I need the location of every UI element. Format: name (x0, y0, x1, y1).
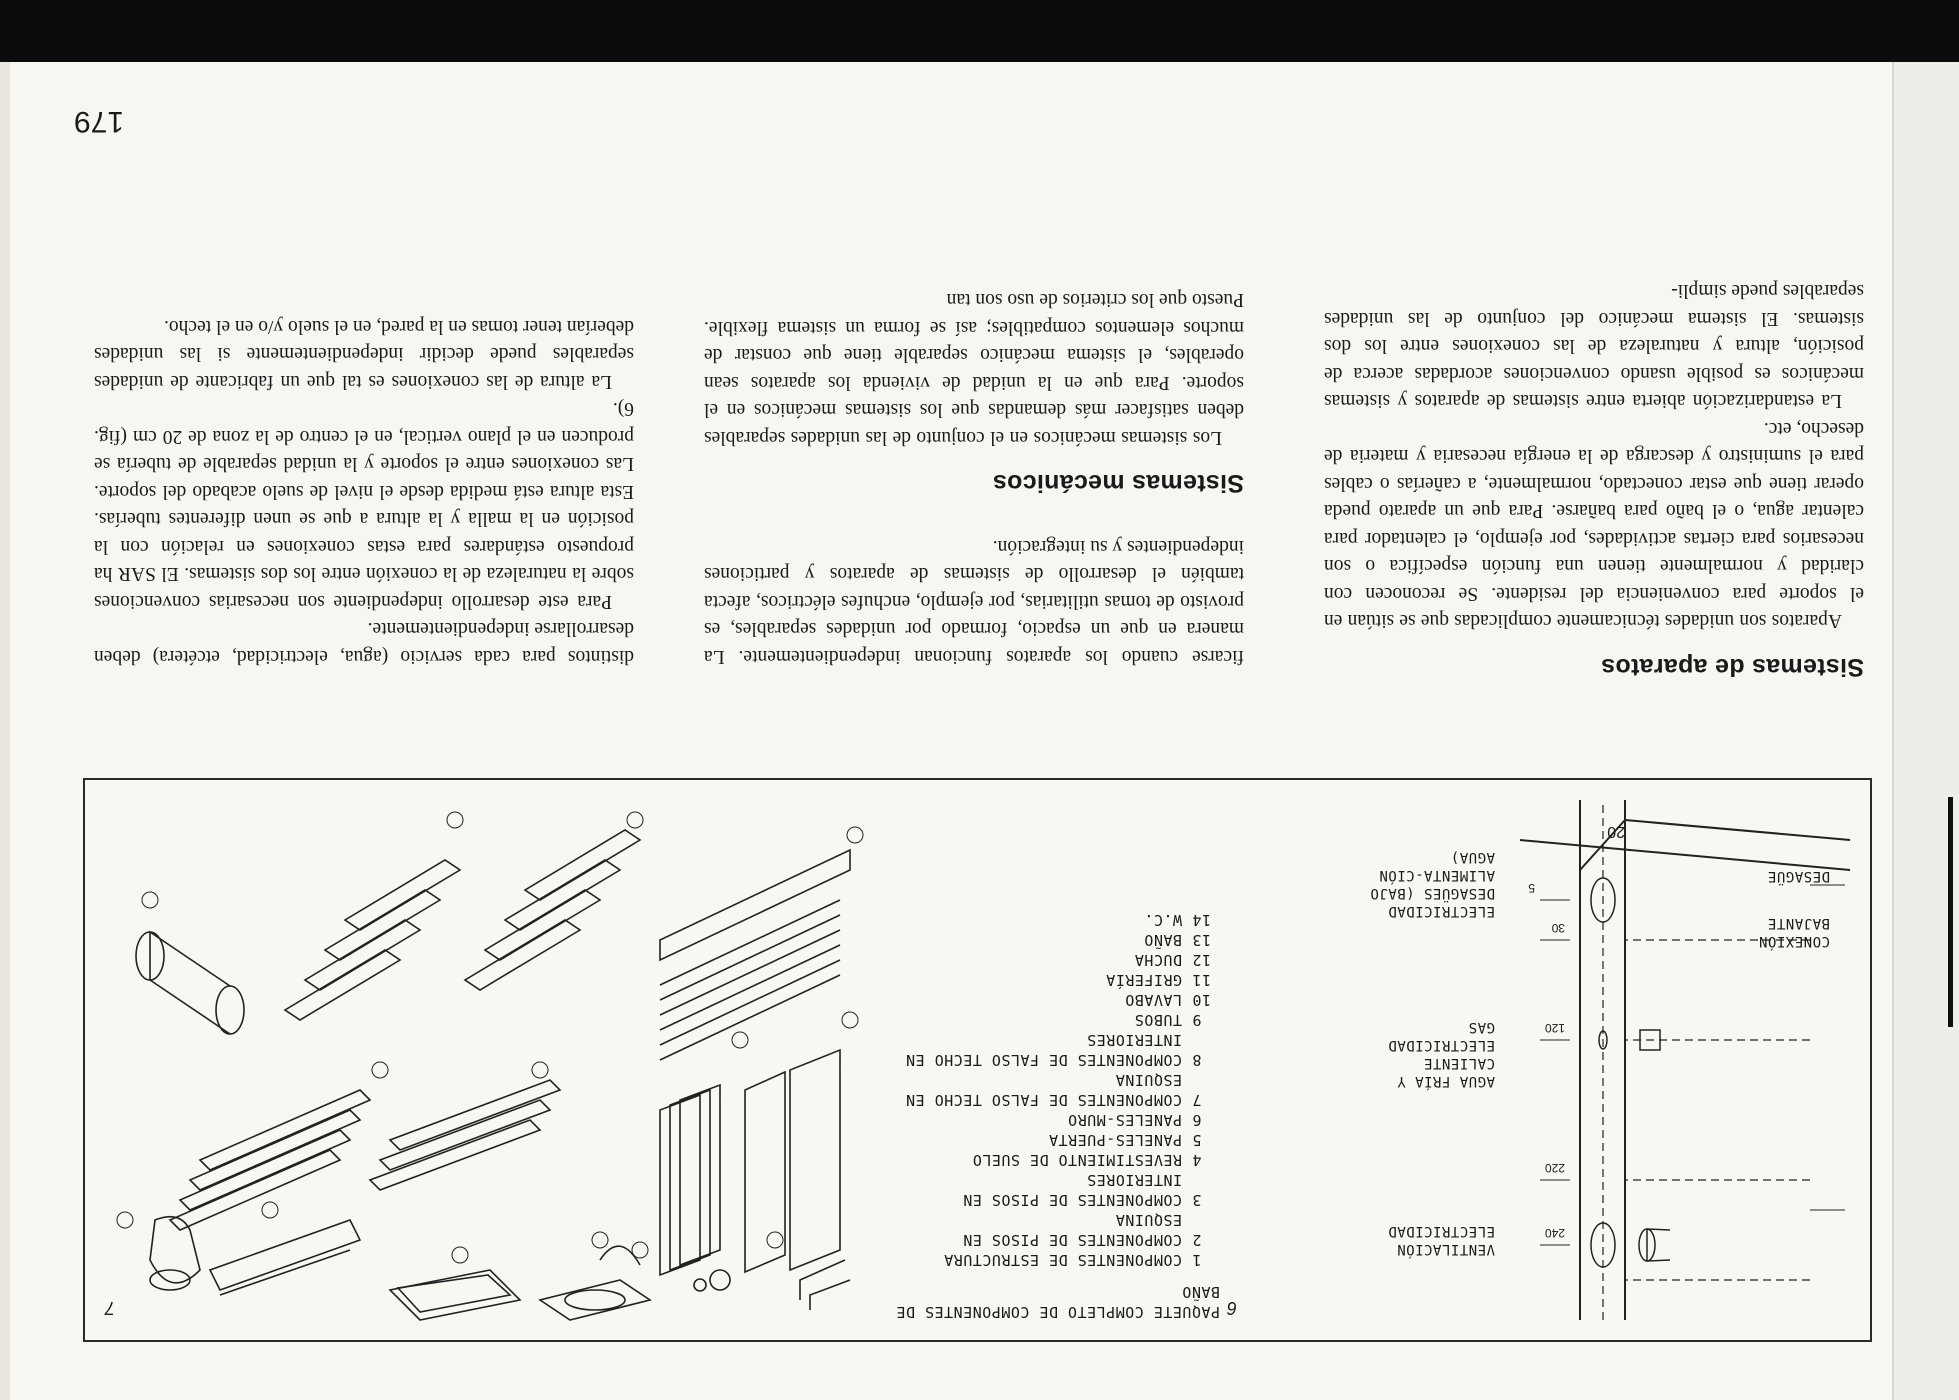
paragraph: Aparatos son unidades técnicamente complicadas que se sitúan en el soporte para conveniencia del residente. Se reconocen con claridad y normalmente tienen una función específica o son necesarios para ciertas actividades, por ejemplo, el calentador para calentar agua, o el baño para bañarse. Para que un aparato pueda operar tiene que estar conectado, normalmente, a cañerías o cables para el suministro y descarga de la energía necesaria y materia de desecho, etc. (1324, 418, 1864, 632)
page-number: 179 (73, 105, 124, 138)
legend-item: 8 COMPONENTES DE FALSO TECHO EN INTERIORES (905, 1031, 1202, 1069)
component-panels (660, 1050, 840, 1275)
legend-item: 9 TUBOS (1134, 1011, 1202, 1029)
paragraph: distintos para cada servicio (agua, electricidad, etcétera) deben desarrollarse independientemente. (94, 618, 634, 667)
legend-item: 4 REVESTIMIENTO DE SUELO (972, 1151, 1202, 1169)
legend-item: 10 LAVABO (1124, 991, 1212, 1009)
component-floors (285, 830, 640, 1020)
component-ceiling (170, 1080, 560, 1230)
figure-box (83, 778, 1872, 1342)
column-aparatos (1324, 277, 1864, 680)
legend (880, 910, 1220, 1322)
figure-number-6: 6 (1226, 1298, 1237, 1318)
dimension-5: 5 (1528, 881, 1535, 895)
legend-item: 1 COMPONENTES DE ESTRUCTURA (943, 1251, 1202, 1269)
label-conexion-bajante: CONEXIÓN BAJANTE (1758, 915, 1830, 949)
label-electricidad-desagues: ELECTRICIDAD DESAGÜES (BAJO ALIMENTA-CIÓN AGUA) (1369, 849, 1495, 919)
component-pipes (800, 1260, 850, 1310)
dimension-240: 240 (1544, 1226, 1565, 1240)
paragraph: Para este desarrollo independiente son necesarias convenciones sobre la naturaleza de la conexión entre los dos sistemas. El SAR ha propuesto estándares para estas conexiones en relación con la posición en la malla y la altura a que se unen diferentes tuberías. Esta altura está medida desde el nivel de suelo acabado del soporte. Las conexiones entre el soporte y la unidad separable de tubería se producen en el plano vertical, en el centro de la zona de 20 cm (fig. 6). (94, 398, 634, 612)
paragraph: La estandarización abierta entre sistemas de aparatos y sistemas mecánicos es posible usando convenciones acordadas acerca de posición, altura y naturaleza de las conexiones entre los dos sistemas. El sistema mecánico del conjunto de las unidades separables puede simpli- (1324, 280, 1864, 412)
paragraph: Los sistemas mecánicos en el conjunto de las unidades separables deben satisfacer más demandas que los sistemas mecánicos en el soporte. Para que en la unidad de vivienda los aparatos sean operables, el sistema mecánico separable tiene que constar de muchos elementos compatibles; así se forma un sistema flexible. Puesto que los criterios de uso son tan (704, 289, 1244, 448)
legend-item: 7 COMPONENTES DE FALSO TECHO EN ESQUINA (905, 1071, 1202, 1109)
figure-number-7: 7 (104, 1298, 115, 1318)
paragraph: ficarse cuando los aparatos funcionan independientemente. La manera en que un espacio, formado por unidades separables, es provisto de tomas utilitarias, por ejemplo, enchufes eléctricos, afecta también el desarrollo de sistemas de aparatos y particiones independientes y su integración. (704, 536, 1244, 667)
label-desague: DESAGÜE (1767, 868, 1830, 884)
legend-item: 13 BAÑO (1143, 931, 1212, 949)
legend-item: 6 PANELES-MURO (1067, 1111, 1202, 1129)
legend-item: 11 GRIFERÍA (1105, 971, 1212, 989)
legend-item: 14 W.C. (1143, 911, 1212, 929)
legend-item: 12 DUCHA (1134, 951, 1212, 969)
component-wc (150, 1217, 200, 1290)
heading-sistemas-de-aparatos: Sistemas de aparatos (1600, 653, 1864, 681)
dimension-120: 120 (1544, 1021, 1565, 1035)
component-floor-covering (136, 932, 244, 1034)
column-conexiones (94, 313, 634, 671)
bathroom-components-drawing (90, 780, 870, 1340)
heading-sistemas-mecanicos: Sistemas mecánicos (992, 469, 1244, 498)
legend-item: 3 COMPONENTES DE PISOS EN INTERIORES (962, 1171, 1202, 1209)
connection-diagram (1230, 780, 1870, 1340)
dimension-220: 220 (1544, 1161, 1565, 1175)
column-mecanicos (704, 286, 1244, 670)
label-ventilacion: VENTILACIÓN ELECTRICIDAD (1387, 1223, 1495, 1257)
component-shower (390, 1270, 520, 1320)
label-agua-electricidad-gas: AGUA FRÍA Y CALIENTE ELECTRICIDAD GAS (1387, 1019, 1495, 1089)
dimension-20: 20 (1607, 823, 1625, 840)
legend-item: 2 COMPONENTES DE PISOS EN ESQUINA (962, 1211, 1202, 1249)
legend-title: PAQUETE COMPLETO DE COMPONENTES DE BAÑO (895, 1283, 1220, 1321)
component-bathtub (210, 1220, 360, 1295)
component-washbasin (540, 1280, 650, 1320)
legend-item: 5 PANELES-PUERTA (1048, 1131, 1202, 1149)
dimension-30: 30 (1551, 921, 1565, 935)
paragraph: La altura de las conexiones es tal que un fabricante de unidades separables puede decidir independientemente si las unidades deberían tener tomas en la pared, en el suelo y/o en el techo. (94, 316, 634, 392)
component-structure (660, 850, 850, 1060)
